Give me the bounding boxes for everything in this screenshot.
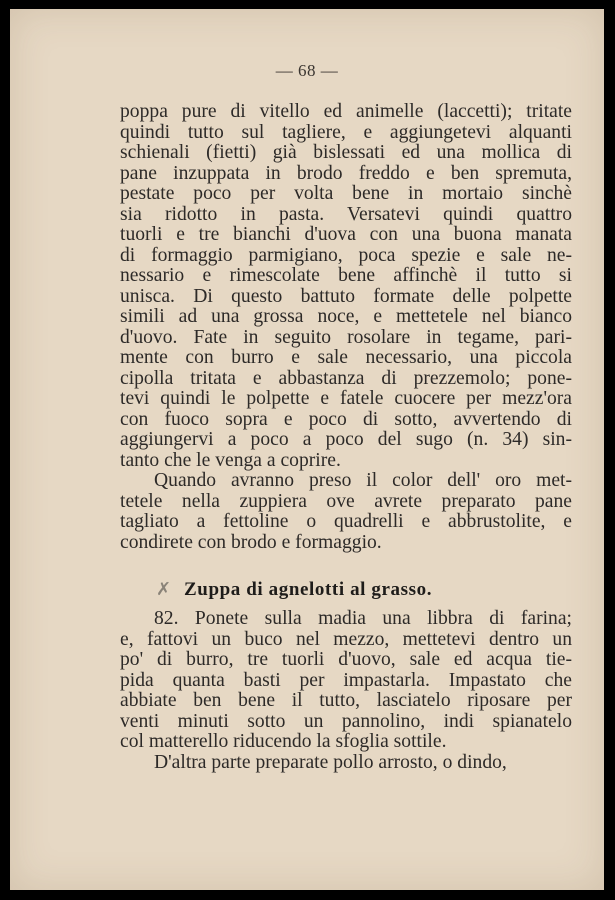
text-line: pane inzuppata in brodo freddo e ben spremuta, (120, 162, 572, 184)
text-line: pida quanta basti per impastarla. Impastato che (120, 669, 572, 691)
paragraph-block-1 (120, 102, 572, 553)
text-line: mente con burro e sale necessario, una piccola (120, 347, 572, 368)
text-line: unisca. Di questo battuto formate delle polpette (120, 285, 572, 307)
text-line: abbiate ben bene il tutto, lasciatelo riposare per (120, 690, 572, 711)
text-line: d'uovo. Fate in seguito rosolare in tegame, pari- (120, 326, 572, 348)
text-line: pestate poco per volta bene in mortaio sinchè (120, 183, 572, 204)
text-line: tuorli e tre bianchi d'uova con una buona manata (120, 224, 572, 245)
text-line: sia ridotto in pasta. Versatevi quindi quattro (120, 203, 572, 225)
text-line: po' di burro, tre tuorli d'uovo, sale ed acqua tie- (120, 649, 572, 670)
section-heading (156, 579, 432, 601)
text-line: tevi quindi le polpette e fatele cuocere per mezz'ora (120, 388, 572, 409)
text-line: quindi tutto sul tagliere, e aggiungetevi alquanti (120, 121, 572, 143)
text-line: poppa pure di vitello ed animelle (laccetti); tritate (120, 101, 572, 122)
text-line: e, fattovi un buco nel mezzo, mettetevi dentro un (120, 628, 572, 650)
text-line: col matterello riducendo la sfoglia sottile. (120, 731, 447, 752)
text-line: tanto che le venga a coprire. (120, 449, 341, 471)
text-line: condirete con brodo e formaggio. (120, 531, 382, 553)
text-line: tagliato a fettoline o quadrelli e abbrustolite, e (120, 511, 572, 532)
book-page (10, 9, 604, 890)
page-number: — 68 — (275, 61, 339, 80)
text-line: D'altra parte preparate pollo arrosto, o dindo, (154, 751, 507, 773)
text-line: con fuoco sopra e poco di sotto, avvertendo di (120, 408, 572, 430)
text-line: 82. Ponete sulla madia una libbra di farina; (154, 608, 572, 629)
pencil-cross-mark-icon: ✗ (156, 579, 172, 600)
paragraph-block-2 (120, 609, 572, 773)
section-title: Zuppa di agnelotti al grasso. (184, 579, 433, 600)
text-line: Quando avranno preso il color dell' oro met- (154, 470, 572, 491)
text-line: nessario e rimescolate bene affinchè il tutto si (120, 265, 572, 286)
text-line: simili ad una grossa noce, e mettetele nel bianco (120, 306, 572, 327)
text-line: cipolla tritata e abbastanza di prezzemolo; pone- (120, 367, 572, 389)
text-line: aggiungervi a poco a poco del sugo (n. 34) sin- (120, 429, 572, 450)
text-line: di formaggio parmigiano, poca spezie e sale ne- (120, 244, 572, 266)
text-line: venti minuti sotto un pannolino, indi spianatelo (120, 710, 572, 732)
text-line: schienali (fietti) già bislessati ed una mollica di (120, 142, 572, 163)
text-line: tetele nella zuppiera ove avrete preparato pane (120, 490, 572, 512)
